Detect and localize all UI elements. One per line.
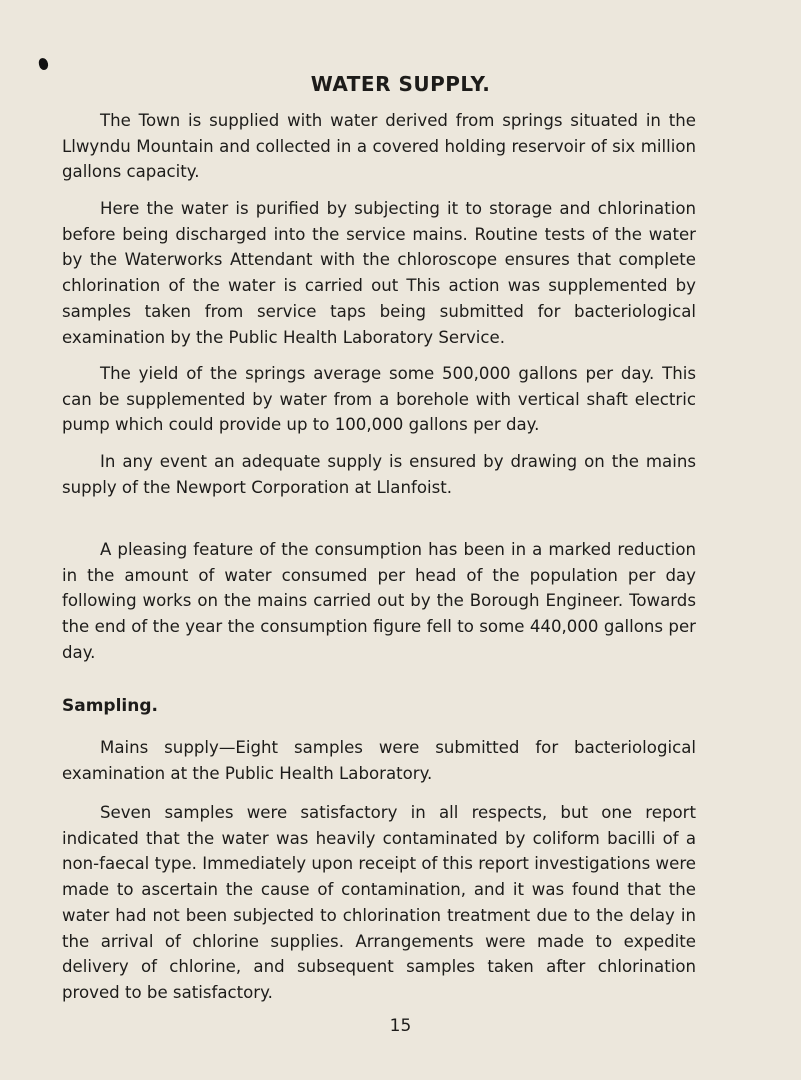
paragraph-purification: Here the water is purified by subjecting it to storage and chlorination before being discharged into the service mains. Routine tests of the water by the Waterworks Attendant with the chloroscope ensures that complete chlorination of the water is carried out This action was supplemented by samples taken from service taps being submitted for bacteriological examination by the Public Health Laboratory Service. — [62, 199, 696, 347]
paragraph-spring-yield: The yield of the springs average some 500,000 gallons per day. This can be supplemented by water from a borehole with vertical shaft electric pump which could provide up to 100,000 gallons per day. — [62, 364, 696, 435]
paragraph-sample-results: Seven samples were satisfactory in all respects, but one report indicated that the water was heavily contaminated by coliform bacilli of a non-faecal type. Immediately upon receipt of this report investigations were made to ascertain the cause of contamination, and it was found that the water had not been subjected to chlorination treatment due to the delay in the arrival of chlorine supplies. Arrangements were made to expedite delivery of chlorine, and subsequent samples taken after chlorination proved to be satisfactory. — [62, 803, 696, 1002]
ink-blot-mark — [38, 57, 49, 71]
paragraph-water-source: The Town is supplied with water derived from springs situated in the Llwyndu Mountain and collected in a covered holding reservoir of six million gallons capacity. — [62, 111, 696, 182]
page-title: WATER SUPPLY. — [310, 72, 491, 97]
section-heading-sampling: Sampling. — [62, 696, 158, 716]
paragraph-supply-backup: In any event an adequate supply is ensured by drawing on the mains supply of the Newport Corporation at Llanfoist. — [62, 452, 696, 497]
paragraph-mains-samples: Mains supply—Eight samples were submitted for bacteriological examination at the Public Health Laboratory. — [62, 738, 696, 783]
paragraph-consumption: A pleasing feature of the consumption has been in a marked reduction in the amount of water consumed per head of the population per day following works on the mains carried out by the Borough Engineer. Towards the end of the year the consumption figure fell to some 440,000 gallons per day. — [62, 540, 696, 662]
page-number: 15 — [389, 1016, 412, 1036]
